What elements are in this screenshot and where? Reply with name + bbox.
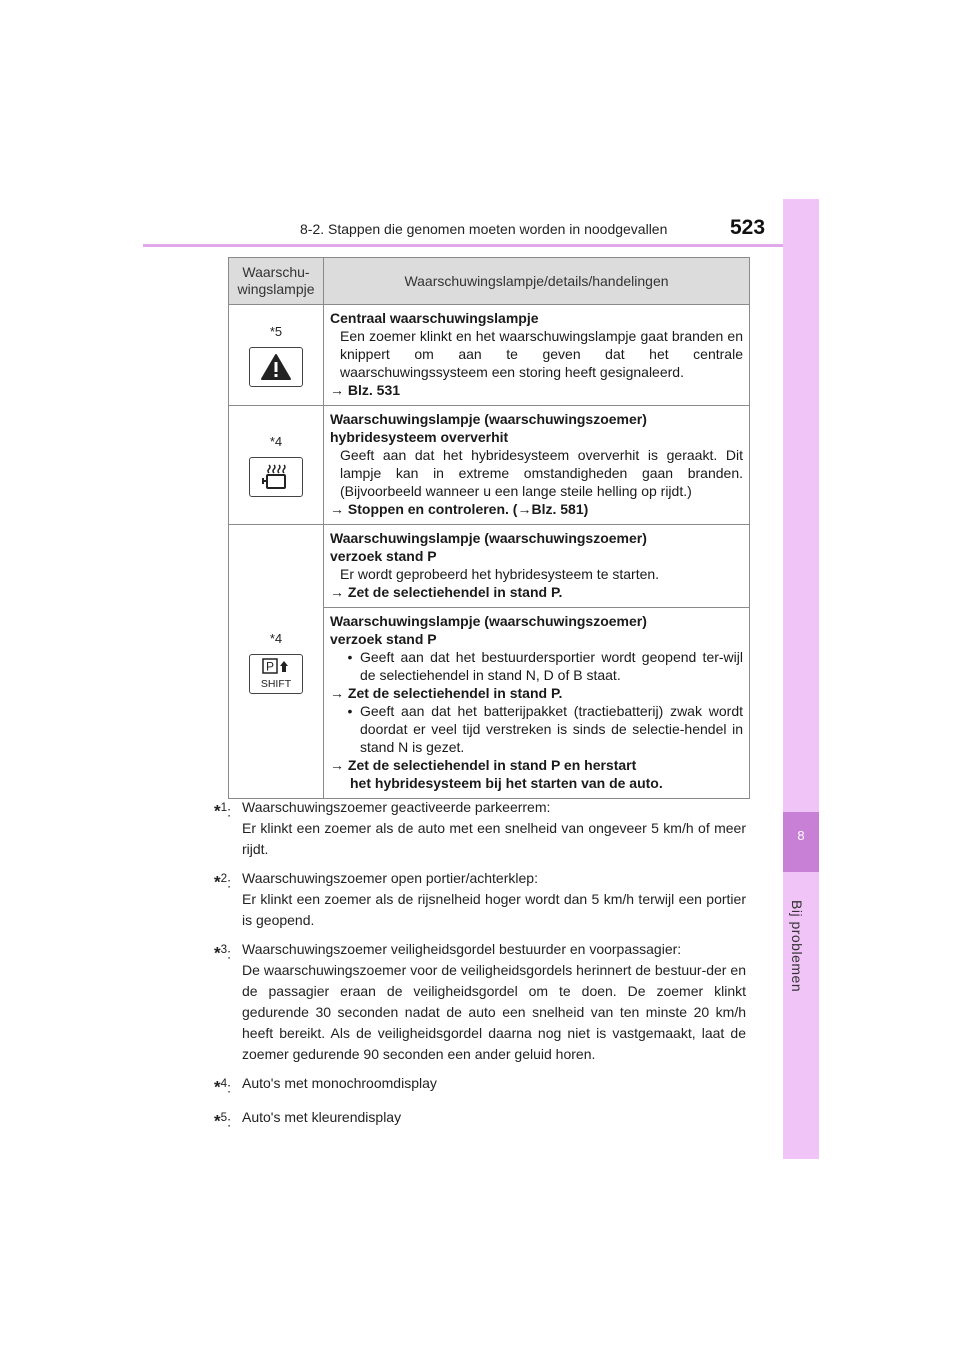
list-item: • Geeft aan dat het batterijpakket (tractiebatterij) zwak wordt doordat er veel tijd verstreken is sinds de selectie-hendel in stand N is gezet. <box>347 703 743 755</box>
shift-p-letter: P <box>265 659 275 673</box>
action-reference-continued: het hybridesysteem bij het starten van de auto. <box>350 775 663 791</box>
table-header-row <box>229 258 750 305</box>
details-cell <box>324 305 750 406</box>
footnote: *$^3$: Waarschuwingszoemer veiligheidsgordel bestuurder en voorpassagier: De waarschuwingszoemer voor de veiligheidsgordels herinnert de bestuur-der en de passagier eraan de veiligheidsgordel om te doen. De zoemer klinkt gedurende 30 seconden nadat de auto een snelheid van ten minste 20 km/h heeft bereikt. Als de veiligheidsgordel daarna nog niet is vastgemaakt, laat de zoemer gedurende 90 seconden een ander geluid horen. <box>214 941 746 1062</box>
section-title: 8-2. Stappen die genomen moeten worden in noodgevallen <box>300 221 668 237</box>
table-row <box>229 525 750 608</box>
hybrid-overheat-icon <box>249 457 303 497</box>
col-header-details: Waarschuwingslampje/details/handelingen <box>324 258 750 305</box>
col-header-lamp: Waarschu- wingslampje <box>229 258 324 305</box>
master-warning-triangle-icon <box>249 347 303 387</box>
shift-label: SHIFT <box>260 677 292 690</box>
page-number: 523 <box>730 216 766 239</box>
warning-description: Een zoemer klinkt en het waarschuwingslampje gaat branden en knippert om aan te geven dat het centrale waarschuwingssysteem een storing heeft gesignaleerd. <box>340 328 743 380</box>
lamp-cell <box>229 305 324 406</box>
details-cell <box>324 525 750 608</box>
warning-title: Waarschuwingslampje (waarschuwingszoemer) verzoek stand P <box>330 530 647 564</box>
footnote: *$^5$: Auto's met kleurendisplay <box>214 1108 402 1131</box>
lamp-cell <box>229 525 324 799</box>
warning-title: Waarschuwingslampje (waarschuwingszoemer) verzoek stand P <box>330 613 647 647</box>
list-item: • Geeft aan dat het bestuurdersportier wordt geopend ter-wijl de selectiehendel in stand N, D of B staat. <box>347 649 743 683</box>
footnote-marker: *4 <box>269 434 283 449</box>
footnote: *$^2$: Waarschuwingszoemer open portier/achterklep: Er klinkt een zoemer als de rijsnelheid hoger wordt dan 5 km/h terwijl een portier is geopend. <box>214 870 746 928</box>
footnote-marker: *4 <box>269 630 283 646</box>
footnote: *$^1$: Waarschuwingszoemer geactiveerde parkeerrem: Er klinkt een zoemer als de auto met een snelheid van ongeveer 5 km/h of meer rijdt. <box>214 799 746 857</box>
warning-lights-table <box>228 257 750 799</box>
header-divider <box>143 244 819 247</box>
warning-description: Geeft aan dat het hybridesysteem oververhit is geraakt. Dit lampje kan in extreme omstandigheden gaan branden. (Bijvoorbeeld wanneer u een lange steile helling op rijdt.) <box>340 447 743 499</box>
lamp-cell <box>229 406 324 525</box>
shift-p-icon <box>249 654 303 694</box>
action-reference: → Zet de selectiehendel in stand P en herstart <box>330 757 637 773</box>
footnote-marker: *5 <box>269 324 283 339</box>
table-row <box>229 406 750 525</box>
footnote: *$^4$: Auto's met monochroomdisplay <box>214 1075 437 1097</box>
page-reference: → Blz. 531 <box>330 382 401 398</box>
details-cell <box>324 406 750 525</box>
details-cell <box>324 608 750 799</box>
action-reference: → Zet de selectiehendel in stand P. <box>330 584 563 600</box>
chapter-number: 8 <box>797 828 805 843</box>
warning-title: Centraal waarschuwingslampje <box>330 310 539 326</box>
action-reference: → Zet de selectiehendel in stand P. <box>330 685 563 701</box>
chapter-label: Bij problemen <box>789 900 805 993</box>
table-row <box>229 305 750 406</box>
footnotes <box>214 797 746 1140</box>
page-reference: → Stoppen en controleren. (→Blz. 581) <box>330 501 589 517</box>
warning-description: Er wordt geprobeerd het hybridesysteem te starten. <box>340 566 660 582</box>
warning-title: Waarschuwingslampje (waarschuwingszoemer) hybridesysteem oververhit <box>330 411 647 445</box>
